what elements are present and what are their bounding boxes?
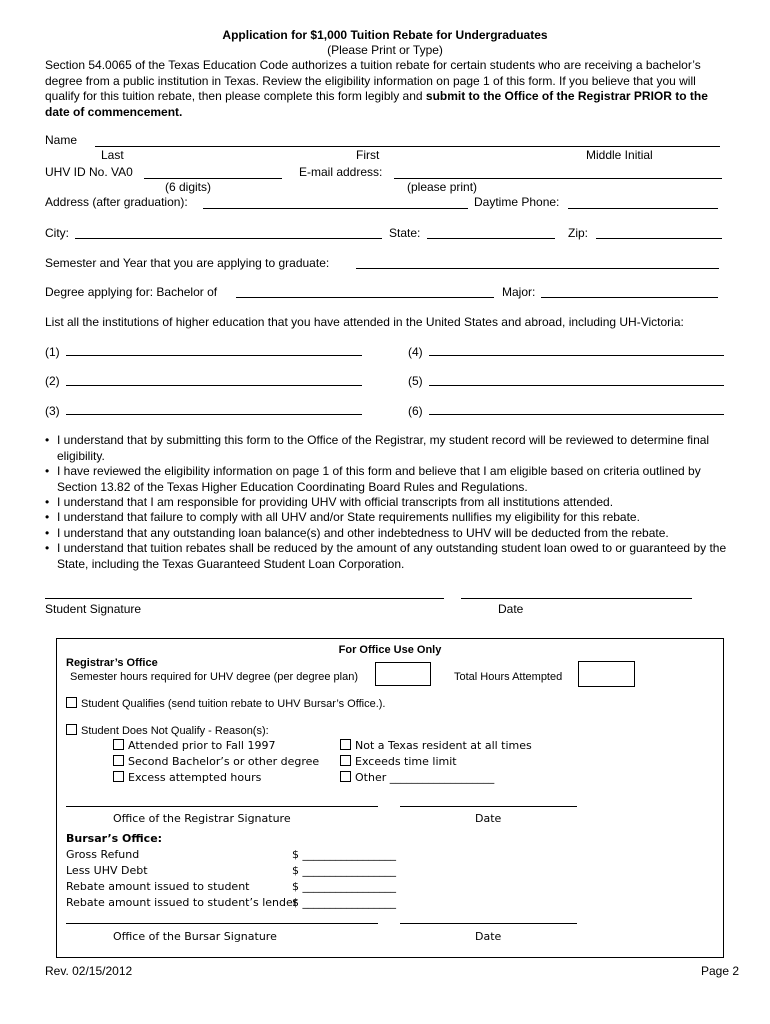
student-signature-label: Student Signature	[45, 602, 142, 616]
state-field[interactable]	[427, 238, 555, 239]
student-date-label: Date	[498, 602, 524, 616]
institutions-instruction: List all the institutions of higher education that you have attended in the United States and abroad, including UH-Victoria:	[45, 315, 684, 329]
qualifies-option	[66, 697, 385, 710]
registrar-heading: Registrar’s Office	[66, 657, 158, 669]
institution-1-label: (1)	[45, 345, 60, 359]
address-field[interactable]	[203, 208, 468, 209]
registrar-date-label: Date	[475, 812, 502, 825]
bullet-icon: •	[45, 433, 50, 447]
less-debt-field[interactable]: $ _________________	[292, 864, 396, 877]
bursar-date-field[interactable]	[400, 923, 577, 924]
degree-field[interactable]	[236, 297, 494, 298]
total-hours-label: Total Hours Attempted	[454, 671, 563, 683]
bullet-icon: •	[45, 464, 50, 478]
not-qualify-checkbox[interactable]	[66, 724, 77, 735]
bullet-icon: •	[45, 495, 50, 509]
intro-text: Section 54.0065 of the Texas Education Code authorizes a tuition rebate for certain students who are receiving a bachelor’s degree from a public institution in Texas. Review the eligibility information on page 1 of this form. If you believe that you will qualify for this tuition rebate, then please complete this form legibly and	[45, 58, 701, 103]
reason-checkbox[interactable]	[340, 739, 351, 750]
reason-label: Not a Texas resident at all times	[355, 739, 532, 752]
reason-excess-hours	[113, 771, 261, 784]
statement-text: I have reviewed the eligibility information on page 1 of this form and believe that I am eligible based on criteria outlined by Section 13.82 of the Texas Higher Education Coordinating Board Rules and Regulations.	[57, 464, 701, 494]
intro-paragraph	[45, 58, 725, 120]
institution-3-label: (3)	[45, 404, 60, 418]
total-hours-input[interactable]	[578, 661, 635, 687]
reason-checkbox[interactable]	[113, 739, 124, 750]
institution-2-field[interactable]	[66, 385, 362, 386]
reason-checkbox[interactable]	[340, 771, 351, 782]
institution-3-field[interactable]	[66, 414, 362, 415]
gross-refund-field[interactable]: $ _________________	[292, 848, 396, 861]
semester-hours-input[interactable]	[375, 662, 431, 686]
rebate-lender-label: Rebate amount issued to student’s lender	[66, 896, 298, 909]
semester-hours-label: Semester hours required for UHV degree (per degree plan)	[70, 671, 358, 683]
reason-checkbox[interactable]	[340, 755, 351, 766]
institution-6-label: (6)	[408, 404, 423, 418]
bursar-heading: Bursar’s Office:	[66, 832, 163, 845]
daytime-phone-field[interactable]	[568, 208, 718, 209]
degree-label: Degree applying for: Bachelor of	[45, 285, 218, 299]
institution-5-field[interactable]	[429, 385, 724, 386]
rebate-lender-field[interactable]: $ _________________	[292, 896, 396, 909]
reason-time-limit	[340, 755, 457, 768]
institution-2-label: (2)	[45, 374, 60, 388]
not-qualify-option	[66, 724, 269, 737]
reason-attended-prior	[113, 739, 275, 752]
major-field[interactable]	[541, 297, 718, 298]
reason-label: Other ___________________	[355, 771, 495, 784]
city-label: City:	[45, 226, 69, 240]
uhv-id-label: UHV ID No. VA0	[45, 165, 133, 179]
semester-field[interactable]	[356, 268, 719, 269]
six-digits-caption: (6 digits)	[165, 180, 212, 194]
less-debt-label: Less UHV Debt	[66, 864, 148, 877]
reason-checkbox[interactable]	[113, 755, 124, 766]
email-label: E-mail address:	[299, 165, 383, 179]
student-date-field[interactable]	[461, 598, 692, 599]
semester-label: Semester and Year that you are applying to graduate:	[45, 256, 330, 270]
major-label: Major:	[502, 285, 536, 299]
office-use-heading: For Office Use Only	[338, 644, 442, 656]
reason-other	[340, 771, 494, 784]
first-name-caption: First	[356, 148, 380, 162]
reason-second-bachelor	[113, 755, 319, 768]
registrar-date-field[interactable]	[400, 806, 577, 807]
institution-5-label: (5)	[408, 374, 423, 388]
reason-checkbox[interactable]	[113, 771, 124, 782]
bullet-icon: •	[45, 510, 50, 524]
form-title: Application for $1,000 Tuition Rebate for Undergraduates	[222, 28, 548, 42]
zip-label: Zip:	[568, 226, 589, 240]
gross-refund-label: Gross Refund	[66, 848, 140, 861]
name-field[interactable]	[95, 146, 720, 147]
qualifies-checkbox[interactable]	[66, 697, 77, 708]
form-subtitle: (Please Print or Type)	[327, 43, 443, 57]
email-field[interactable]	[394, 178, 722, 179]
bullet-icon: •	[45, 526, 50, 540]
institution-4-field[interactable]	[429, 355, 724, 356]
registrar-signature-field[interactable]	[66, 806, 378, 807]
bullet-icon: •	[45, 541, 50, 555]
daytime-phone-label: Daytime Phone:	[474, 195, 560, 209]
address-label: Address (after graduation):	[45, 195, 188, 209]
qualifies-label: Student Qualifies (send tuition rebate to UHV Bursar’s Office.).	[81, 698, 386, 710]
institution-6-field[interactable]	[429, 414, 724, 415]
statement-text: I understand that any outstanding loan balance(s) and other indebtedness to UHV will be deducted from the rebate.	[57, 526, 669, 540]
reason-label: Second Bachelor’s or other degree	[128, 755, 320, 768]
bursar-date-label: Date	[475, 930, 502, 943]
reason-label: Excess attempted hours	[128, 771, 262, 784]
last-name-caption: Last	[101, 148, 124, 162]
reason-label: Attended prior to Fall 1997	[128, 739, 276, 752]
student-signature-field[interactable]	[45, 598, 444, 599]
name-label: Name	[45, 133, 78, 147]
statement-text: I understand that failure to comply with all UHV and/or State requirements nullifies my eligibility for this rebate.	[57, 510, 640, 524]
please-print-caption: (please print)	[407, 180, 478, 194]
rebate-student-field[interactable]: $ _________________	[292, 880, 396, 893]
bursar-signature-field[interactable]	[66, 923, 378, 924]
middle-initial-caption: Middle Initial	[586, 148, 653, 162]
statement-text: I understand that by submitting this form to the Office of the Registrar, my student record will be reviewed to determine final eligibility.	[57, 433, 710, 463]
institution-4-label: (4)	[408, 345, 423, 359]
intro-bold-text: submit to the Office of the Registrar PRIOR to the date of commencement.	[45, 89, 708, 119]
city-field[interactable]	[75, 238, 382, 239]
state-label: State:	[389, 226, 421, 240]
bursar-signature-label: Office of the Bursar Signature	[113, 930, 277, 943]
reason-not-resident	[340, 739, 532, 752]
statement-text: I understand that I am responsible for providing UHV with official transcripts from all institutions attended.	[57, 495, 614, 509]
institution-1-field[interactable]	[66, 355, 362, 356]
uhv-id-field[interactable]	[144, 178, 282, 179]
rebate-student-label: Rebate amount issued to student	[66, 880, 250, 893]
not-qualify-label: Student Does Not Qualify - Reason(s):	[81, 725, 269, 737]
revision-date: Rev. 02/15/2012	[45, 964, 133, 978]
page-number: Page 2	[701, 964, 740, 978]
zip-field[interactable]	[596, 238, 722, 239]
registrar-signature-label: Office of the Registrar Signature	[113, 812, 291, 825]
statement-text: I understand that tuition rebates shall be reduced by the amount of any outstanding student loan owed to or guaranteed by the State, including the Texas Guaranteed Student Loan Corporation.	[57, 541, 727, 571]
reason-label: Exceeds time limit	[355, 755, 457, 768]
